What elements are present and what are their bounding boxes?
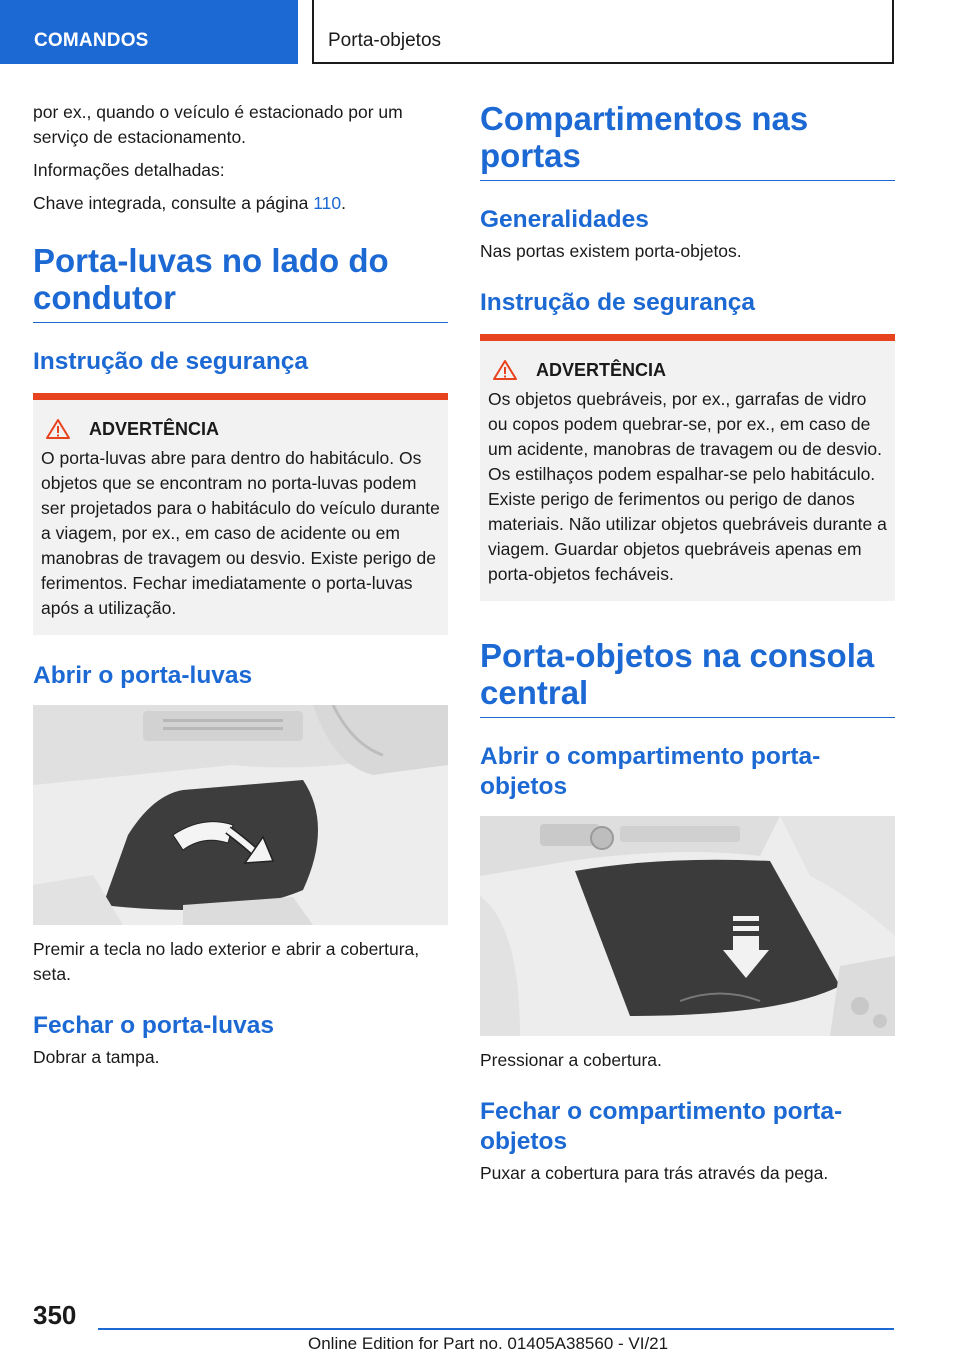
warning-triangle-icon — [45, 418, 71, 440]
safety-heading: Instrução de segurança — [33, 348, 309, 375]
footer-edition: Online Edition for Part no. 01405A38560 - VI/21 — [308, 1334, 669, 1353]
intro-detail-label: Informações detalhadas: — [33, 160, 225, 180]
open-glovebox-heading: Abrir o porta-luvas — [33, 662, 253, 689]
warning-title-doors: ADVERTÊNCIA — [536, 359, 667, 380]
general-text: Nas portas existem porta-objetos. — [480, 241, 742, 261]
intro-paragraph: por ex., quando o veículo é estacionado por um serviço de estacionamento. — [33, 102, 403, 147]
warning-box-doors — [480, 334, 895, 601]
close-compartment-text: Puxar a cobertura para trás através da pega. — [480, 1163, 829, 1183]
page-number: 350 — [33, 1300, 77, 1330]
open-compartment-caption: Pressionar a cobertura. — [480, 1050, 662, 1070]
safety-heading-doors: Instrução de segurança — [480, 289, 756, 316]
intro-reference-suffix: . — [341, 193, 346, 213]
intro-reference-text: Chave integrada, consulte a página — [33, 193, 314, 213]
header-section-label: COMANDOS — [34, 30, 149, 51]
section-title-glovebox: Porta-luvas no lado do condutor — [33, 242, 448, 323]
glovebox-illustration — [33, 705, 448, 925]
warning-text: O porta-luvas abre para dentro do habitáculo. Os objetos que se encontram no porta-luvas podem ser projetados para o habitáculo do veículo durante a viagem, por ex., em caso de acidente ou em manobras de travagem ou desvio. Existe perigo de ferimentos. Fechar imediatamente o porta-luvas após a utilização. — [41, 448, 440, 618]
warning-box — [33, 393, 448, 635]
warning-header — [41, 418, 440, 440]
open-compartment-heading: Abrir o compartimento porta-objetos — [480, 743, 821, 800]
console-compartment-illustration — [480, 816, 895, 1036]
warning-text-doors: Os objetos quebráveis, por ex., garrafas de vidro ou copos podem quebrar-se, por ex., em caso de um acidente, manobras de travagem ou de desvio. Os estilhaços podem espalhar-se pelo habitáculo. Existe perigo de ferimentos ou perigo de danos materiais. Não utilizar objetos quebráveis durante a viagem. Guardar objetos quebráveis apenas em porta-objetos fecháveis. — [488, 389, 887, 584]
header-chapter-label: Porta-objetos — [328, 30, 442, 51]
footer-divider — [98, 1328, 894, 1330]
page-reference-link[interactable]: 110 — [313, 193, 342, 213]
general-heading: Generalidades — [480, 206, 649, 233]
warning-header-doors — [488, 359, 887, 381]
intro-reference — [33, 191, 448, 216]
close-compartment-heading: Fechar o compartimento porta-objetos — [480, 1098, 843, 1155]
left-column — [33, 100, 448, 1070]
warning-triangle-icon — [492, 359, 518, 381]
section-title-door-compartments: Compartimentos nas portas — [480, 100, 895, 181]
header-section-tab — [0, 0, 298, 64]
right-column — [480, 100, 895, 1186]
warning-title: ADVERTÊNCIA — [89, 418, 220, 439]
header-chapter-box — [312, 0, 894, 64]
close-glovebox-text: Dobrar a tampa. — [33, 1047, 160, 1067]
section-title-center-console: Porta-objetos na consola central — [480, 637, 895, 718]
close-glovebox-heading: Fechar o porta-luvas — [33, 1012, 274, 1039]
open-glovebox-caption: Premir a tecla no lado exterior e abrir a cobertura, seta. — [33, 939, 420, 984]
